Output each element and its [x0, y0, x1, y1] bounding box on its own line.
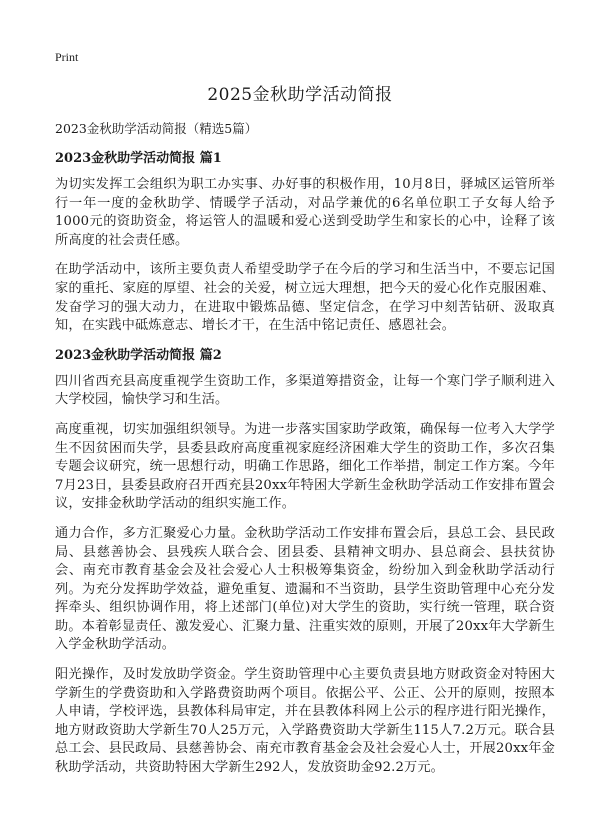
- paragraph: 通力合作，多方汇聚爱心力量。金秋助学活动工作安排布置会后，县总工会、县民政局、县慈善协会、县残疾人联合会、团县委、县精神文明办、县总商会、县扶贫协会、南充市教育基金会及社会爱心人士积极筹集资金，纷纷加入到金秋助学活动行列。为充分发挥助学效益，避免重复、遗漏和不当资助，县学生资助管理中心充分发挥牵头、组织协调作用，将上述部门(单位)对大学生的资助，实行统一管理，联合资助。本着彰显责任、激发爱心、汇聚力量、注重实效的原则，开展了20xx年大学新生入学金秋助学活动。: [55, 525, 555, 653]
- document-body: [55, 120, 555, 789]
- section-heading-1: 2023金秋助学活动简报 篇1: [55, 151, 222, 166]
- print-link[interactable]: Print: [55, 50, 79, 64]
- page-title: 2025金秋助学活动简报: [207, 85, 393, 105]
- paragraph: 高度重视，切实加强组织领导。为进一步落实国家助学政策，确保每一位考入大学学生不因贫困而失学，县委县政府高度重视家庭经济困难大学生的资助工作，多次召集专题会议研究，统一思想行动，明确工作思路，细化工作举措，制定工作方案。今年7月23日，县委县政府召开西充县20xx年特困大学新生金秋助学活动工作安排布置会议，安排金秋助学活动的组织实施工作。: [55, 421, 555, 512]
- document-subtitle: 2023金秋助学活动简报（精选5篇）: [55, 121, 258, 136]
- paragraph: 阳光操作，及时发放助学资金。学生资助管理中心主要负责县地方财政资金对特困大学新生的学费资助和入学路费资助两个项目。依据公平、公正、公开的原则，按照本人申请，学校评选，县教体科局审定，并在县教体科网上公示的程序进行阳光操作，地方财政资助大学新生70人25万元，入学路费资助大学新生115人7.2万元。联合县总工会、县民政局、县慈善协会、南充市教育基金会及社会爱心人士，开展20xx年金秋助学活动，共资助特困大学新生292人，发放资助金92.2万元。: [55, 667, 555, 776]
- paragraph: 在助学活动中，该所主要负责人希望受助学子在今后的学习和生活当中，不要忘记国家的重托、家庭的厚望、社会的关爱，树立远大理想，把今天的爱心化作克服困难、发奋学习的强大动力，在进取中锻炼品德、坚定信念，在学习中刻苦钻研、汲取真知，在实践中砥炼意志、增长才干，在生活中铭记责任、感恩社会。: [55, 262, 555, 334]
- paragraph: 为切实发挥工会组织为职工办实事、办好事的积极作用，10月8日，驿城区运管所举行一年一度的金秋助学、情暖学子活动，对品学兼优的6名单位职工子女每人给予1000元的资助资金，将运管人的温暖和爱心送到受助学生和家长的心中，诠释了该所高度的社会责任感。: [55, 177, 555, 248]
- section-heading-2: 2023金秋助学活动简报 篇2: [55, 347, 222, 363]
- paragraph: 四川省西充县高度重视学生资助工作，多渠道筹措资金，让每一个寒门学子顺利进入大学校园，愉快学习和生活。: [55, 373, 555, 408]
